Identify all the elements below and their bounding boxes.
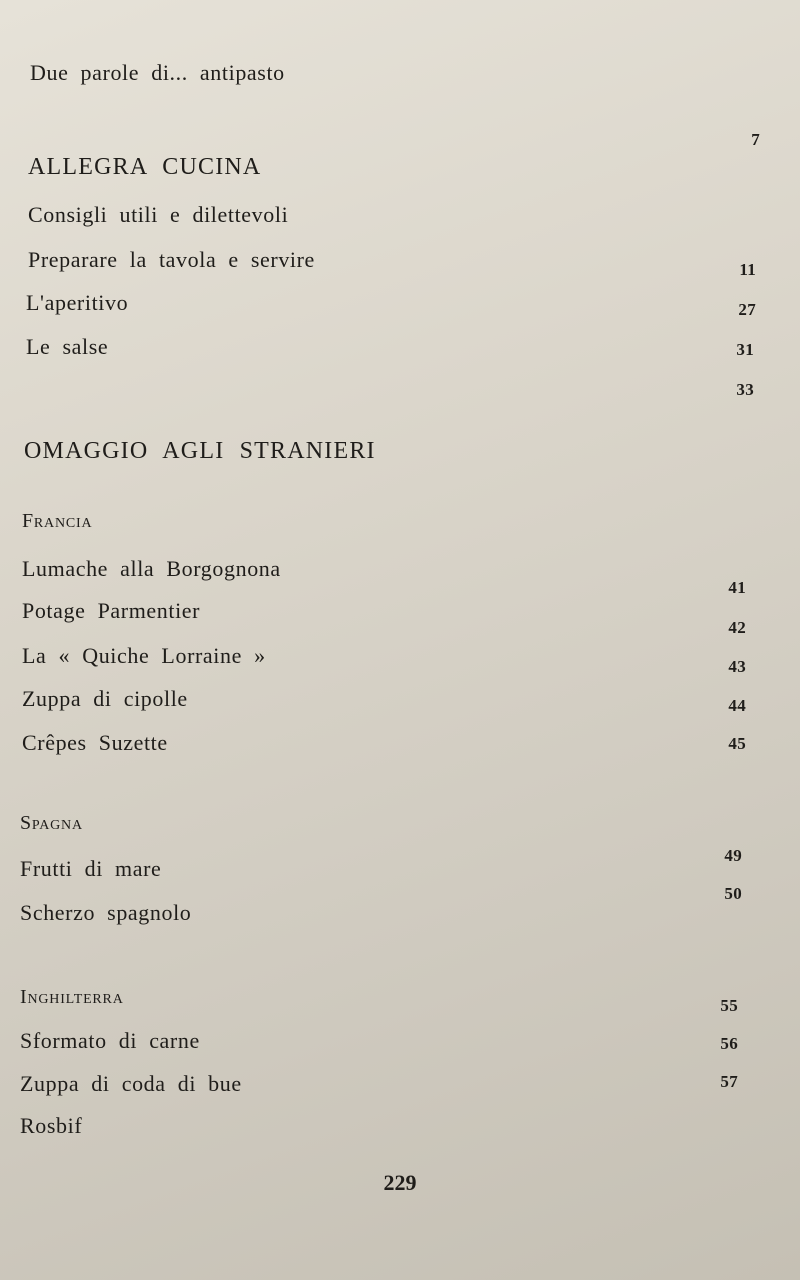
page-ref: 42 [728,618,746,637]
page-ref: 43 [728,657,746,676]
page-ref: 31 [736,340,754,359]
page-ref: 50 [724,884,742,903]
toc-entry: Le salse [26,334,109,359]
section-heading-omaggio-agli-stranieri: OMAGGIO AGLI STRANIERI [24,438,376,464]
page-ref: 57 [720,1072,738,1091]
page-ref: 27 [738,300,756,319]
page-ref: 49 [724,846,742,865]
toc-entry: Crêpes Suzette [22,730,168,755]
toc-entry: Preparare la tavola e servire [28,247,315,272]
country-heading-inghilterra: Inghilterra [20,986,124,1008]
toc-entry: Zuppa di coda di bue [20,1071,242,1096]
section-heading-allegra-cucina: ALLEGRA CUCINA [28,154,262,180]
page-ref: 41 [728,578,746,597]
toc-entry: Frutti di mare [20,856,162,881]
page-ref: 11 [739,260,756,279]
toc-entry: La « Quiche Lorraine » [22,643,266,668]
toc-entry-intro: Due parole di... antipasto [30,60,285,85]
page-ref: 56 [720,1034,738,1053]
page-ref: 44 [728,696,746,715]
toc-entry: Scherzo spagnolo [20,900,192,925]
page-number: 229 [383,1170,417,1195]
page-ref: 33 [736,380,754,399]
page-ref: 55 [720,996,738,1015]
country-heading-francia: Francia [22,510,93,532]
toc-entry: Sformato di carne [20,1028,200,1053]
toc-entry: Zuppa di cipolle [22,686,188,711]
country-heading-spagna: Spagna [20,812,83,834]
toc-entry: L'aperitivo [26,290,129,315]
toc-entry: Potage Parmentier [22,598,201,623]
toc-entry: Rosbif [20,1113,83,1138]
toc-entry: Consigli utili e dilettevoli [28,202,289,227]
page-ref-intro: 7 [751,130,760,149]
page-ref: 45 [728,734,746,753]
toc-entry: Lumache alla Borgognona [22,556,281,581]
